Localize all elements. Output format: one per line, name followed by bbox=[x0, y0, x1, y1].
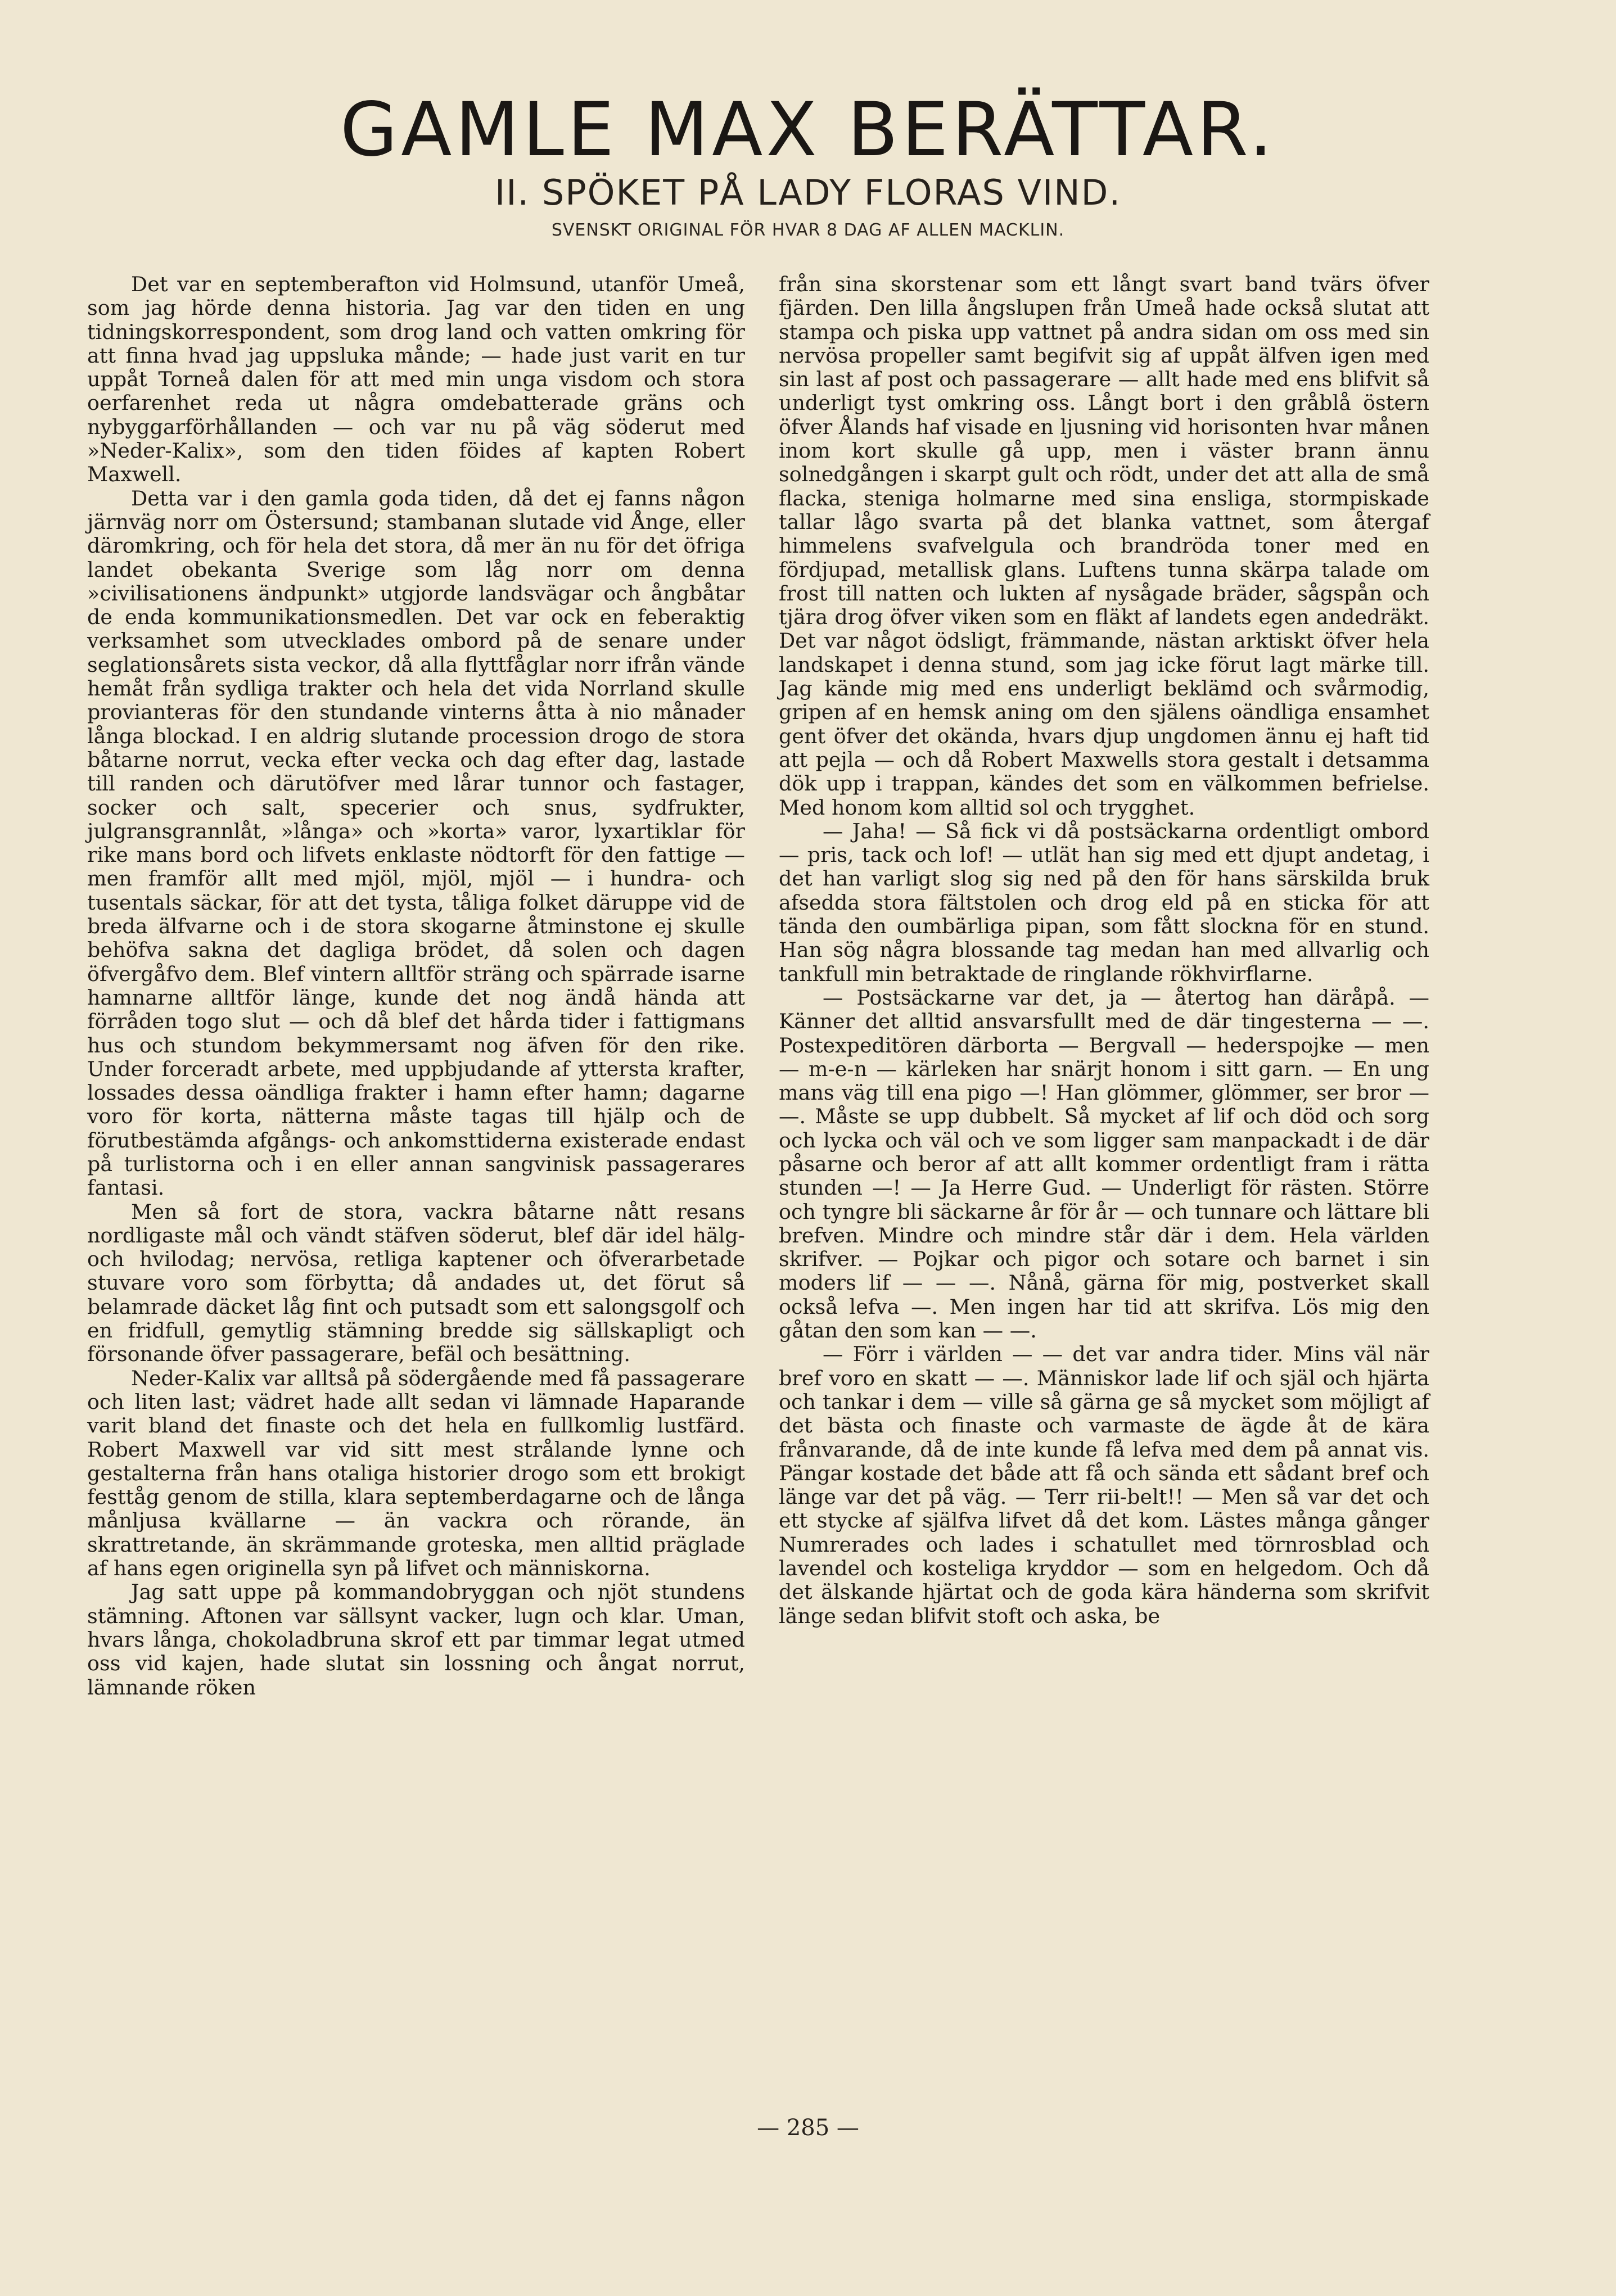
article-subtitle: II. SPÖKET PÅ LADY FLORAS VIND. bbox=[494, 172, 1122, 213]
article-byline: SVENSKT ORIGINAL FÖR HVAR 8 DAG AF ALLEN MACKLIN. bbox=[551, 220, 1065, 240]
paragraph: från sina skorstenar som ett långt svart band tvärs öfver fjärden. Den lilla ångslupen från Umeå hade också slutat att stampa och piska upp vattnet på andra sidan om oss med sin nervösa propeller samt begifvit sig af uppåt älfven igen med sin last af post och passagerare — allt hade med ens blifvit så underligt tyst omkring oss. Långt bort i den gråblå östern öfver Ålands haf visade en ljusning vid horisonten hvar månen inom kort skulle gå upp, men i väster brann ännu solnedgången i skarpt gult och rödt, under det att alla de små flacka, steniga holmarne med sina ensliga, stormpiskade tallar lågo svarta på det blanka vattnet, som återgaf himmelens svafvelgula och brandröda toner med en fördjupad, metallisk glans. Luftens tunna skärpa talade om frost till natten och lukten af nysågade bräder, sågspån och tjära drog öfver viken som en fläkt af landets egen andedräkt. Det var något ödsligt, främmande, nästan arktiskt öfver hela landskapet i denna stund, som jag icke förut lagt märke till. Jag kände mig med ens underligt beklämd och svårmodig, gripen af en hemsk aning om den själens oändliga ensamhet gent öfver det okända, hvars djup ungdomen ännu ej haft tid att pejla — och då Robert Maxwells stora gestalt i detsamma dök upp i trappan, kändes det som en välkommen befrielse. Med honom kom alltid sol och trygghet. bbox=[779, 272, 1429, 820]
page-number: — 285 — bbox=[757, 2115, 859, 2141]
article-title: GAMLE MAX BERÄTTAR. bbox=[340, 87, 1276, 173]
paragraph: Detta var i den gamla goda tiden, då det ej fanns någon järnväg norr om Östersund; stambanan slutade vid Ånge, eller däromkring, och för hela det stora, då mer än nu för det öfriga landet obekanta Sverige som låg norr om denna »civilisationens ändpunkt» utgjorde landsvägar och ångbåtar de enda kommunikationsmedlen. Det var ock en feberaktig verksamhet som utvecklades ombord på de senare under seglationsårets sista veckor, då alla flyttfåglar norr ifrån vände hemåt från sydliga trakter och hela det vida Norrland skulle provianteras för den stundande vinterns åtta à nio månader långa blockad. I en aldrig slutande procession drogo de stora båtarne norrut, vecka efter vecka och dag efter dag, lastade till randen och därutöfver med lårar tunnor och fastager, socker och salt, specerier och snus, sydfrukter, julgransgrannlåt, »långa» och »korta» varor, lyxartiklar för rike mans bord och lifvets enklaste nödtorft för den fattige — men framför allt med mjöl, mjöl, mjöl — i hundra- och tusentals säckar, för att det tysta, tåliga folket däruppe vid de breda älfvarne och i de stora skogarne åtminstone ej skulle behöfva sakna det dagliga brödet, då solen och dagen öfvergåfvo dem. Blef vintern alltför sträng och spärrade isarne hamnarne alltför länge, kunde det nog ändå hända att förråden togo slut — och då blef det hårda tider i fattigmans hus och stundom bekymmersamt nog äfven för den rike. Under forceradt arbete, med uppbjudande af yttersta krafter, lossades dessa oändliga frakter i hamn efter hamn; dagarne voro för korta, nätterna måste tagas till hjälp och de förutbestämda afgångs- och ankomsttiderna existerade endast på turlistorna och i en eller annan sangvinisk passagerares fantasi. bbox=[87, 486, 745, 1200]
paragraph: — Postsäckarne var det, ja — återtog han däråpå. — Känner det alltid ansvarsfullt med de där tingesterna — —. Postexpeditören därborta — Bergvall — hederspojke — men — m-e-n — kärleken har snärjt honom i sitt garn. — En ung mans väg till ena pigo —! Han glömmer, glömmer, ser bror — —. Måste se upp dubbelt. Så mycket af lif och död och sorg och lycka och väl och ve som ligger sam manpackadt i de där påsarne och beror af att allt kommer ordentligt fram i rätta stunden —! — Ja Herre Gud. — Underligt för rästen. Större och tyngre bli säckarne år för år — och tunnare och lättare bli brefven. Mindre och mindre står där i dem. Hela världen skrifver. — Pojkar och pigor och sotare och barnet i sin moders lif — — —. Nånå, gärna för mig, postverket skall också lefva —. Men ingen har tid att skrifva. Lös mig den gåtan den som kan — —. bbox=[779, 985, 1429, 1343]
paragraph: Neder-Kalix var alltså på södergående med få passagerare och liten last; vädret hade allt sedan vi lämnade Haparande varit bland det finaste och det hela en fullkomlig lustfärd. Robert Maxwell var vid sitt mest strålande lynne och gestalterna från hans otaliga historier drogo som ett brokigt festtåg genom de stilla, klara septemberdagarne och de långa månljusa kvällarne — än vackra och rörande, än skrattretande, än skrämmande groteska, men alltid präglade af hans egen originella syn på lifvet och människorna. bbox=[87, 1366, 745, 1581]
left-column bbox=[87, 273, 745, 1700]
paragraph: Jag satt uppe på kommandobryggan och njöt stundens stämning. Aftonen var sällsynt vacker, lugn och klar. Uman, hvars långa, chokoladbruna skrof ett par timmar legat utmed oss vid kajen, hade slutat sin lossning och ångat norrut, lämnande röken bbox=[87, 1580, 745, 1700]
right-column bbox=[779, 273, 1429, 1628]
paragraph: — Förr i världen — — det var andra tider. Mins väl när bref voro en skatt — —. Människor lade lif och själ och hjärta och tankar i dem — ville så gärna ge så mycket som möjligt af det bästa och finaste och varmaste de ägde åt de kära frånvarande, då de inte kunde få lefva med dem på annat vis. Pängar kostade det både att få och sända ett sådant bref och länge var det på väg. — Terr rii-belt!! — Men så var det och ett stycke af själfva lifvet då det kom. Lästes många gånger Numrerades och lades i schatullet med törnrosblad och lavendel och kosteliga kryddor — som en helgedom. Och då det älskande hjärtat och de goda kära händerna som skrifvit länge sedan blifvit stoft och aska, be bbox=[779, 1342, 1429, 1628]
paragraph: Det var en septemberafton vid Holmsund, utanför Umeå, som jag hörde denna historia. Jag var den tiden en ung tidningskorrespondent, som drog land och vatten omkring för att finna hvad jag uppsluka månde; — hade just varit en tur uppåt Torneå dalen för att med min unga visdom och stora oerfarenhet reda ut några omdebatterade gräns och nybyggarförhållanden — och var nu på väg söderut med »Neder-Kalix», som den tiden föides af kapten Robert Maxwell. bbox=[87, 272, 745, 487]
paragraph: — Jaha! — Så fick vi då postsäckarna ordentligt ombord — pris, tack och lof! — utlät han sig med ett djupt andetag, i det han varligt slog sig ned på den för hans särskilda bruk afsedda stora fältstolen och drog eld på en sticka för att tända den oumbärliga pipan, som fått slockna för en stund. Han sög några blossande tag medan han med allvarlig och tankfull min betraktade de ringlande rökhvirflarne. bbox=[779, 819, 1429, 986]
paragraph: Men så fort de stora, vackra båtarne nått resans nordligaste mål och vändt stäfven söderut, blef där idel hälg- och hvilodag; nervösa, retliga kaptener och öfverarbetade stuvare voro som förbytta; då andades ut, det förut så belamrade däcket låg fint och putsadt som ett salongsgolf och en fridfull, gemytlig stämning bredde sig sällskapligt och försonande öfver passagerare, befäl och besättning. bbox=[87, 1199, 745, 1367]
